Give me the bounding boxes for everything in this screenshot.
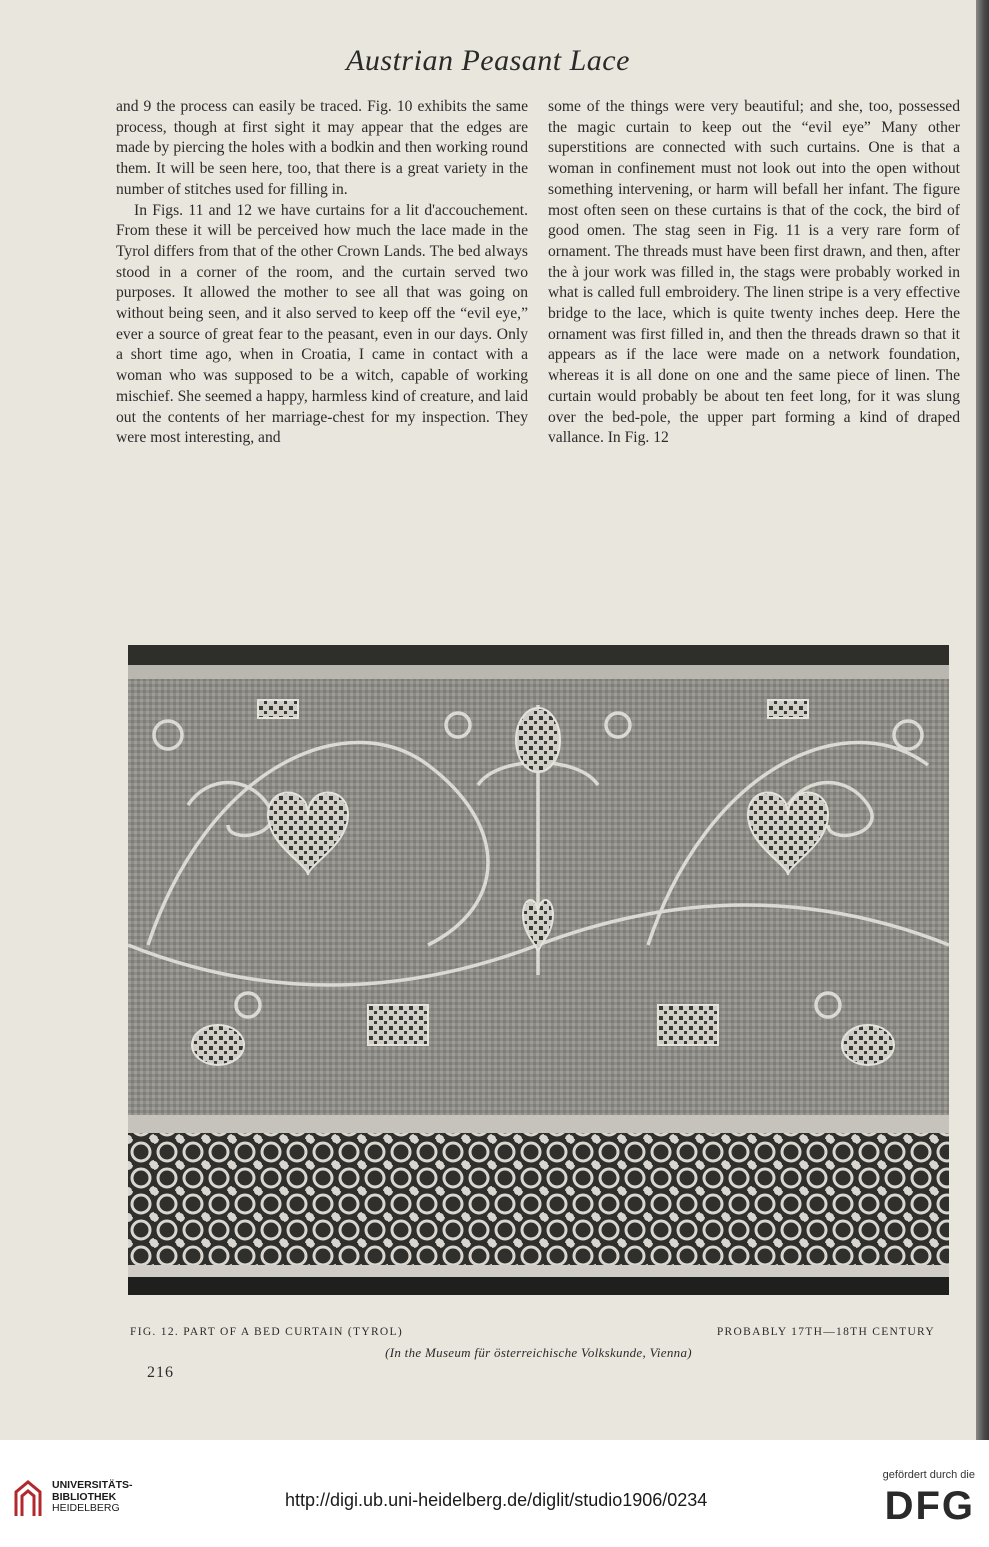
caption-title: FIG. 12. PART OF A BED CURTAIN (TYROL) xyxy=(130,1326,403,1338)
lace-curtain-photograph xyxy=(128,645,949,1295)
lace-illustration xyxy=(128,645,949,1295)
viewer-footer xyxy=(0,1440,989,1547)
library-line-1: UNIVERSITÄTS- xyxy=(52,1479,133,1491)
library-name[interactable] xyxy=(52,1480,133,1515)
left-text-column xyxy=(116,97,528,449)
right-paragraph-1: some of the things were very beautiful; and she, too, possessed the magic curtain to keep out the “evil eye” Many other superstitions are connected with such curtains. One is that a woman in confinement must not look out into the open without something intervening, or harm will befall her infant. The figure most often seen on these curtains is that of the cock, the bird of good omen. The stag seen in Fig. 11 is a very rare form of ornament. The threads must have been first drawn, and then, after the à jour work was filled in, the stags were probably worked in what is called full embroidery. The linen stripe is a very effective bridge to the lace, which is quite twenty inches deep. Here the ornament was first filled in, and then the threads drawn so that it appears as if the lace were made on a network foundation, whereas it is all done on one and the same piece of linen. The curtain would probably be about ten feet long, for it was slung over the bed-pole, the upper part forming a kind of draped vallance. In Fig. 12 xyxy=(548,98,960,447)
caption-date: PROBABLY 17TH—18TH CENTURY xyxy=(716,1326,935,1338)
dfg-logo[interactable]: DFG xyxy=(884,1484,975,1528)
running-title: Austrian Peasant Lace xyxy=(346,44,630,77)
left-paragraph-1: and 9 the process can easily be traced. Fig. 10 exhibits the same process, though at first sight it may appear that the edges are made by piercing the holes with a bodkin and then working round them. It will be seen here, too, that there is a great variety in the number of stitches used for filling in. xyxy=(116,98,528,198)
library-line-2: BIBLIOTHEK xyxy=(52,1490,117,1503)
permalink-url[interactable]: http://digi.ub.uni-heidelberg.de/diglit/studio1906/0234 xyxy=(285,1490,708,1510)
university-library-logo-icon[interactable] xyxy=(12,1478,44,1518)
library-line-3: HEIDELBERG xyxy=(52,1502,120,1514)
page-edge-shadow xyxy=(976,0,989,1440)
left-paragraph-2: In Figs. 11 and 12 we have curtains for a lit d'accouchement. From these it will be perceived how much the lace made in the Tyrol differs from that of the other Crown Lands. The bed always stood in a corner of the room, and the curtain served two purposes. It allowed the mother to see all that was going on without being seen, and it also served to keep off the “evil eye,” ever a source of great fear to the peasant, even in our days. Only a short time ago, when in Croatia, I came in contact with a woman who was supposed to be a witch, capable of working mischief. She seemed a happy, harmless kind of creature, and laid out the contents of her marriage-chest for my inspection. They were most interesting, and xyxy=(116,201,528,447)
funded-by-label: gefördert durch die xyxy=(882,1469,975,1481)
page-number: 216 xyxy=(147,1364,174,1381)
figure-source: (In the Museum für österreichische Volkskunde, Vienna) xyxy=(385,1345,692,1360)
right-text-column xyxy=(548,97,960,449)
